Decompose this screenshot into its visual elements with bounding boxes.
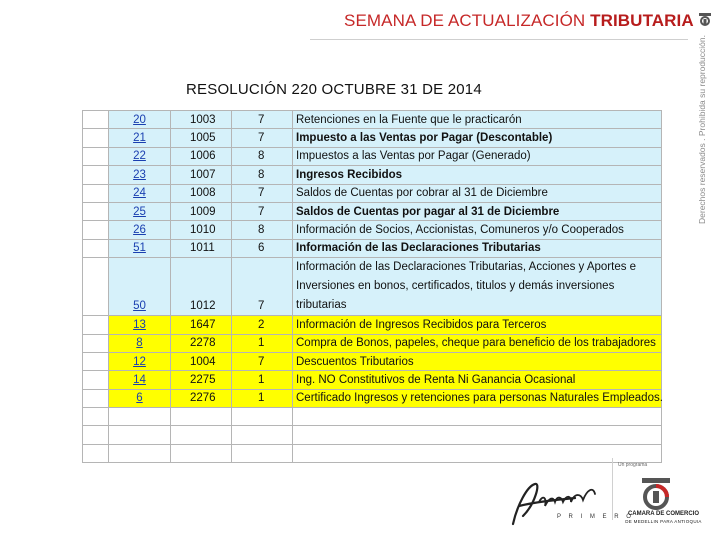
format-version-cell: 7 [232,258,293,316]
format-number-cell [109,316,171,334]
camara-comercio-name: CAMARA DE COMERCIO DE MEDELLIN PARA ANTIOQUIA [625,511,702,524]
empty-table-row [83,408,662,426]
format-code-cell: 1003 [171,111,232,129]
camara-comercio-logo-icon [636,478,676,510]
empty-cell [232,426,293,444]
format-description-cell: Impuestos a las Ventas por Pagar (Generado) [293,147,662,165]
format-description-cell: Impuesto a las Ventas por Pagar (Descontable) [293,129,662,147]
format-number-link[interactable]: 50 [133,300,146,313]
format-description-cell: Información de las Declaraciones Tributarias, Acciones y Aportes e Inversiones en bonos, certificados, titulos y demás inversiones tributarias [293,258,662,316]
format-number-cell [109,166,171,184]
format-number-link[interactable]: 12 [133,355,146,368]
header-title-regular: SEMANA DE ACTUALIZACIÓN [344,11,591,30]
format-version-cell: 2 [232,316,293,334]
format-description-cell: Retenciones en la Fuente que le practicarón [293,111,662,129]
format-version-cell: 7 [232,352,293,370]
format-number-cell [109,389,171,407]
row-blank-cell [83,389,109,407]
format-number-link[interactable]: 24 [133,187,146,200]
row-blank-cell [83,184,109,202]
format-version-cell: 1 [232,334,293,352]
format-code-cell: 1010 [171,221,232,239]
format-number-cell [109,371,171,389]
format-version-cell: 1 [232,389,293,407]
table-row [83,352,662,370]
format-number-link[interactable]: 21 [133,132,146,145]
header-title-bold: TRIBUTARIA [590,11,694,30]
row-blank-cell [83,111,109,129]
format-description-cell: Compra de Bonos, papeles, cheque para beneficio de los trabajadores [293,334,662,352]
format-number-link[interactable]: 13 [133,318,146,331]
format-code-cell: 2276 [171,389,232,407]
camara-mini-logo-icon [699,13,711,26]
table-row [83,334,662,352]
format-number-cell [109,147,171,165]
format-number-link[interactable]: 20 [133,113,146,126]
format-version-cell: 8 [232,166,293,184]
copyright-side-text: Derechos reservados . Prohibida su reproducción. [697,35,707,224]
organizer-label: Un programa [618,462,648,468]
format-version-cell: 7 [232,202,293,220]
format-number-link[interactable]: 23 [133,168,146,181]
footer-divider [612,458,613,520]
format-number-link[interactable]: 25 [133,205,146,218]
empty-cell [109,408,171,426]
empty-cell [83,426,109,444]
format-number-link[interactable]: 6 [136,392,143,405]
row-blank-cell [83,129,109,147]
empty-cell [171,408,232,426]
resolution-title: RESOLUCIÓN 220 OCTUBRE 31 DE 2014 [186,81,482,98]
format-number-cell [109,352,171,370]
format-version-cell: 8 [232,147,293,165]
table-row [83,371,662,389]
table-row [83,316,662,334]
format-number-link[interactable]: 22 [133,150,146,163]
formats-table [82,110,662,463]
format-code-cell: 1009 [171,202,232,220]
table-row [83,239,662,257]
format-version-cell: 7 [232,111,293,129]
format-number-cell [109,202,171,220]
empty-cell [293,426,662,444]
format-number-link[interactable]: 51 [133,242,146,255]
row-blank-cell [83,147,109,165]
empty-cell [109,426,171,444]
format-number-cell [109,221,171,239]
format-number-cell [109,239,171,257]
format-version-cell: 1 [232,371,293,389]
empty-cell [109,444,171,462]
row-blank-cell [83,316,109,334]
format-description-cell: Certificado Ingresos y retenciones para personas Naturales Empleados. [293,389,662,407]
format-description-cell: Saldos de Cuentas por pagar al 31 de Diciembre [293,202,662,220]
empty-cell [83,408,109,426]
table-row [83,129,662,147]
empty-table-row [83,426,662,444]
empty-table-row [83,444,662,462]
row-blank-cell [83,202,109,220]
row-blank-cell [83,258,109,316]
format-code-cell: 1012 [171,258,232,316]
format-number-link[interactable]: 14 [133,373,146,386]
format-description-cell: Ingresos Recibidos [293,166,662,184]
empty-cell [293,408,662,426]
format-number-cell [109,258,171,316]
empty-cell [83,444,109,462]
row-blank-cell [83,166,109,184]
table-row [83,147,662,165]
format-description-cell: Información de Socios, Accionistas, Comuneros y/o Cooperados [293,221,662,239]
format-code-cell: 1007 [171,166,232,184]
header-title [344,11,694,31]
format-number-cell [109,111,171,129]
format-number-cell [109,334,171,352]
empty-cell [171,444,232,462]
format-number-link[interactable]: 26 [133,224,146,237]
row-blank-cell [83,239,109,257]
table-row [83,111,662,129]
format-code-cell: 1005 [171,129,232,147]
table-row [83,202,662,220]
svg-text:P R I M E R O: P R I M E R O [557,514,634,520]
table-row [83,258,662,316]
empty-cell [232,408,293,426]
table-row [83,221,662,239]
table-row [83,184,662,202]
empty-cell [293,444,662,462]
format-description-cell: Información de las Declaraciones Tributarias [293,239,662,257]
format-version-cell: 8 [232,221,293,239]
format-code-cell: 2275 [171,371,232,389]
format-description-cell: Saldos de Cuentas por cobrar al 31 de Diciembre [293,184,662,202]
format-version-cell: 7 [232,129,293,147]
format-code-cell: 1011 [171,239,232,257]
format-code-cell: 1008 [171,184,232,202]
format-number-link[interactable]: 8 [136,337,143,350]
row-blank-cell [83,371,109,389]
format-version-cell: 6 [232,239,293,257]
row-blank-cell [83,352,109,370]
format-description-cell: Descuentos Tributarios [293,352,662,370]
afiliado-signature-logo [505,476,634,531]
table-row [83,389,662,407]
table-row [83,166,662,184]
row-blank-cell [83,334,109,352]
format-code-cell: 1006 [171,147,232,165]
row-blank-cell [83,221,109,239]
empty-cell [232,444,293,462]
format-description-cell: Ing. NO Constitutivos de Renta Ni Ganancia Ocasional [293,371,662,389]
format-description-cell: Información de Ingresos Recibidos para Terceros [293,316,662,334]
header-divider [310,39,688,40]
empty-cell [171,426,232,444]
format-code-cell: 1647 [171,316,232,334]
format-number-cell [109,184,171,202]
format-code-cell: 2278 [171,334,232,352]
format-version-cell: 7 [232,184,293,202]
format-number-cell [109,129,171,147]
format-code-cell: 1004 [171,352,232,370]
